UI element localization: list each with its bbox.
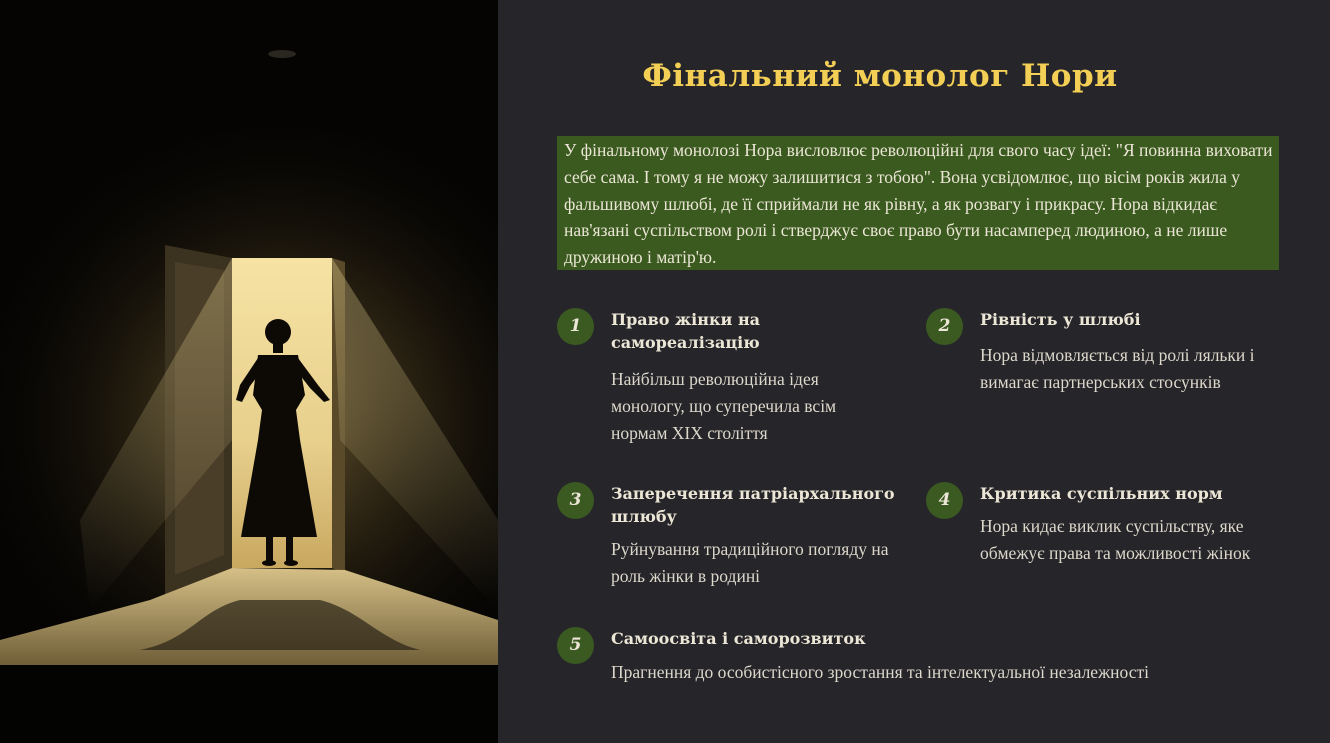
content-panel xyxy=(498,0,1330,743)
point-description: Нора кидає виклик суспільству, яке обмежує права та можливості жінок xyxy=(980,516,1251,563)
point-number-badge: 2 xyxy=(926,308,963,345)
point-number-badge: 5 xyxy=(557,627,594,664)
woman-silhouette-in-lit-doorway-icon xyxy=(0,0,498,743)
point-title: Право жінки на самореалізацію xyxy=(611,310,761,352)
point-number-badge: 4 xyxy=(926,482,963,519)
point-title: Критика суспільних норм xyxy=(980,484,1223,503)
point-title: Рівність у шлюбі xyxy=(980,310,1141,329)
point-title: Самоосвіта і саморозвиток xyxy=(611,629,866,648)
point-description: Прагнення до особистісного зростання та інтелектуальної незалежності xyxy=(611,662,1149,682)
point-description: Найбільш революційна ідея монологу, що суперечила всім нормам XIX століття xyxy=(611,369,837,443)
point-number-badge: 1 xyxy=(557,308,594,345)
point-description: Руйнування традиційного погляду на роль жінки в родині xyxy=(611,539,889,586)
slide-title: Фінальний монолог Нори xyxy=(642,58,1118,94)
point-title: Заперечення патріархального шлюбу xyxy=(611,484,895,526)
point-description: Нора відмовляється від ролі ляльки і вимагає партнерських стосунків xyxy=(980,345,1255,392)
hero-photo xyxy=(0,0,498,743)
intro-text-box: У фінальному монолозі Нора висловлює революційні для свого часу ідеї: "Я повинна виховати себе сама. І тому я не можу залишитися з тобою". Вона усвідомлює, що вісім років жила у фальшивому шлюбі, де її сприймали не як рівну, а як розвагу і прикрасу. Нора відкидає нав'язані суспільством ролі і стверджує своє право бути насамперед людиною, а не лише дружиною і матір'ю. xyxy=(557,136,1279,270)
point-number-badge: 3 xyxy=(557,482,594,519)
